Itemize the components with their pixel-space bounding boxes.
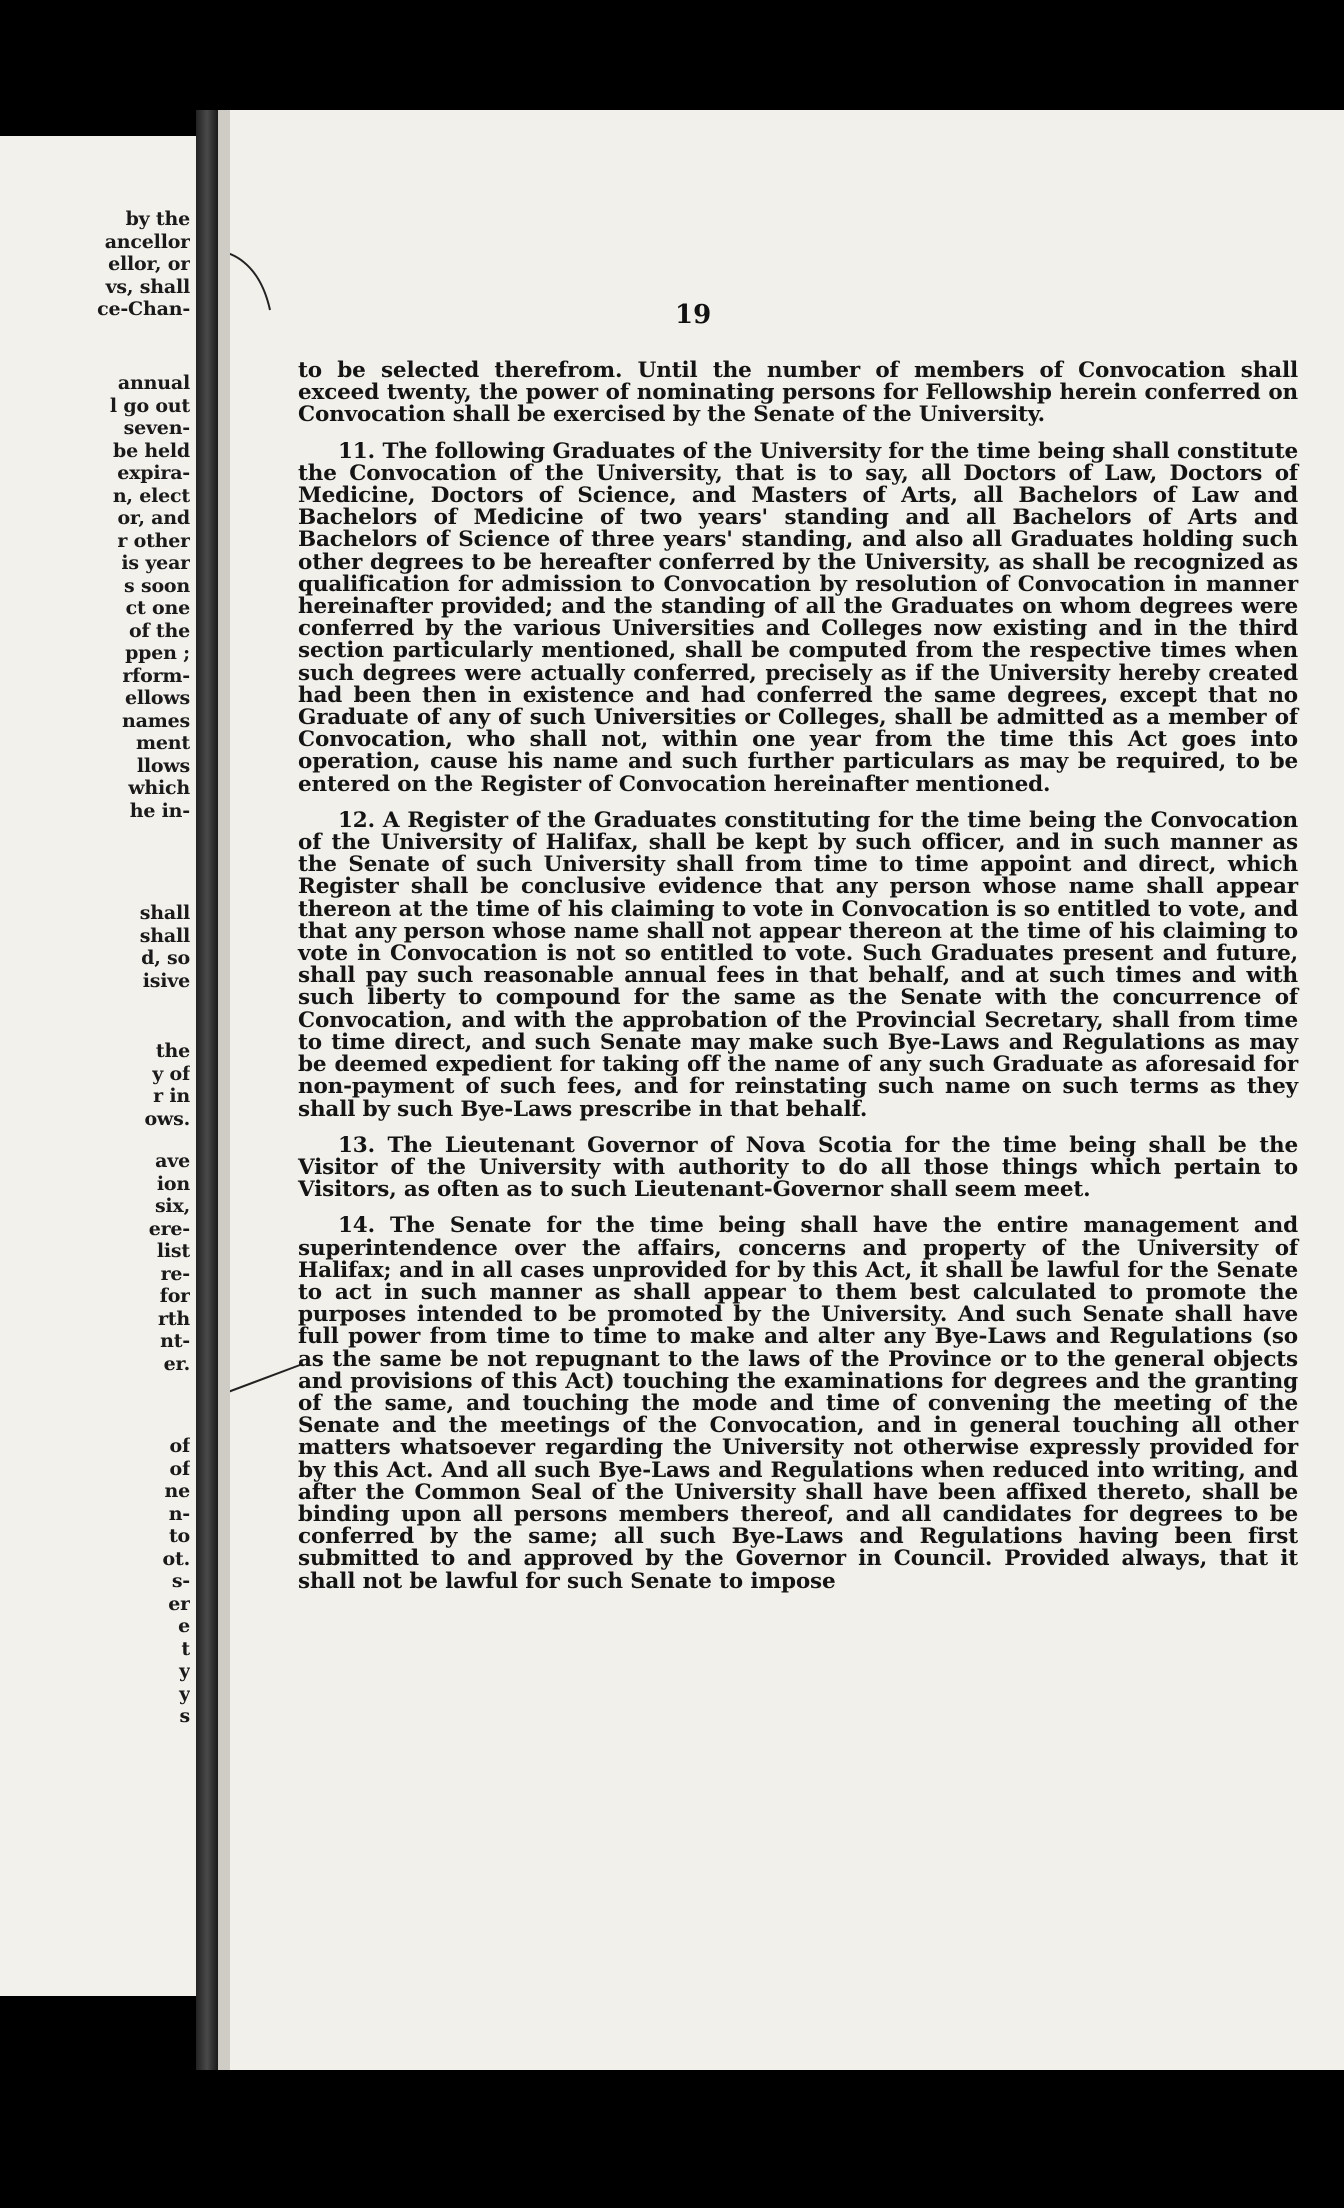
page-number: 19 (675, 300, 712, 330)
paragraph-text: A Register of the Graduates constituting for the time being the Convocation of the University of Halifax, shall be kept by such officer, and in such manner as the Senate of such University shall from time to time appoint and direct, which Register shall be conclusive evidence that any person whose name shall appear thereon at the time of his claiming to vote in Convocation is so entitled to vote, and that any person whose name shall not appear thereon at the time of his claiming to vote in Convocation is not so entitled to vote. Such Graduates present and future, shall pay such reasonable annual fees in that behalf, and at such times and with such liberty to compound for the same as the Senate with the concurrence of Convocation, and with the approbation of the Provincial Secretary, shall from time to time direct, and such Senate may make such Bye-Laws and Regulations as may be deemed expedient for taking off the name of any such Graduate as aforesaid for non-payment of such fees, and for reinstating such name on such terms as they shall by such Bye-Laws prescribe in that behalf. (298, 807, 1299, 1122)
left-page-line: d, so (141, 947, 190, 969)
left-page-line: of the (129, 619, 190, 642)
paragraph-continuation (298, 360, 1298, 427)
left-page-line: r other (117, 529, 190, 552)
left-page-line: expira- (117, 462, 190, 484)
section-13 (298, 1132, 1298, 1203)
left-page-line: llows (136, 754, 190, 777)
left-page-line: ows. (144, 1107, 190, 1130)
left-page-line: which (128, 777, 190, 799)
section-number: 14. (338, 1213, 375, 1239)
left-page (0, 136, 196, 1996)
left-page-line: er (168, 1592, 190, 1615)
left-page-line: he in- (129, 799, 190, 822)
left-page-line: ne (164, 1480, 190, 1502)
left-page-line: seven- (123, 417, 190, 439)
left-page-line: list (156, 1240, 190, 1262)
left-page-line: for (159, 1285, 190, 1307)
left-page-line: y of (152, 1062, 190, 1085)
left-page-line: re- (160, 1262, 190, 1285)
left-page-line: ct one (125, 597, 190, 619)
left-page-line: ment (136, 732, 190, 754)
left-page-line: six, (154, 1195, 190, 1217)
left-page-line: ave (155, 1150, 190, 1172)
section-number: 11. (338, 438, 375, 464)
left-page-line: is year (121, 552, 190, 574)
section-12 (298, 807, 1299, 1122)
left-page-line: ere- (148, 1217, 190, 1240)
paragraph-text: The Lieutenant Governor of Nova Scotia for the time being shall be the Visitor of the University with authority to do all those things which pertain to Visitors, as often as to such Lieutenant-Governor shall seem meet. (298, 1132, 1298, 1203)
left-page-line: or, and (117, 507, 190, 529)
left-page-line: names (121, 709, 190, 732)
section-number: 12. (338, 807, 375, 833)
section-11 (298, 438, 1299, 797)
left-page-line: isive (142, 969, 190, 992)
left-page-line: s- (171, 1570, 190, 1592)
left-page-line: er. (163, 1352, 190, 1375)
section-number: 13. (338, 1132, 375, 1158)
left-page-line: s (179, 1705, 190, 1727)
paragraph-text: The following Graduates of the University for the time being shall constitute the Convocation of the University, that is to say, all Doctors of Law, Doctors of Medicine, Doctors of Science, and Masters of Arts, all Bachelors of Law and Bachelors of Medicine of two years' standing and all Bachelors of Arts and Bachelors of Science of three years' standing, and also all Graduates holding such other degrees to be hereafter conferred by the University, as shall be recognized as qualification for admission to Convocation by resolution of Convocation in manner hereinafter provided; and the standing of all the Graduates on whom degrees were conferred by the various Universities and Colleges now existing and in the third section particularly mentioned, shall be computed from the respective times when such degrees were actually conferred, precisely as if the University hereby created had been then in existence and had conferred the same degrees, except that no Graduate of any of such Universities or Colleges, shall be admitted as a member of Convocation, who shall not, within one year from the time this Act goes into operation, cause his name and such further particulars as may be required, to be entered on the Register of Convocation hereinafter mentioned. (298, 438, 1299, 797)
left-page-line: rth (157, 1307, 190, 1330)
left-page-line: n, elect (112, 484, 190, 507)
left-page-line: be held (113, 439, 190, 462)
left-page-line: nt- (160, 1330, 190, 1352)
left-page-line: ancellor (104, 230, 190, 253)
left-page-line: e (178, 1615, 190, 1637)
paragraph-text: to be selected therefrom. Until the number of members of Convocation shall exceed twenty, the power of nominating persons for Fellowship herein conferred on Convocation shall be exercised by the Senate of the University. (298, 358, 1298, 428)
left-page-line: n- (168, 1502, 190, 1525)
left-page-line: y (179, 1682, 190, 1705)
left-page-line: ion (156, 1172, 190, 1195)
page-gutter (218, 110, 230, 2070)
left-page-line: of (169, 1435, 190, 1457)
right-page (230, 110, 1344, 2070)
left-page-line: t (181, 1637, 190, 1660)
left-page-line: ellor, or (108, 253, 190, 275)
left-page-line: the (155, 1040, 190, 1062)
left-page-line: ellows (124, 687, 190, 709)
left-page-line: annual (117, 372, 190, 394)
left-page-line: rform- (122, 664, 190, 687)
left-page-line: ppen ; (125, 642, 190, 664)
left-page-line: y (179, 1660, 190, 1682)
left-page-line: s soon (124, 574, 190, 597)
left-page-line: shall (139, 924, 190, 947)
left-page-line: by the (125, 208, 190, 230)
left-page-line: ce-Chan- (97, 298, 190, 320)
left-page-line: shall (139, 902, 190, 924)
pencil-arc-mark (230, 200, 300, 370)
binding-shadow (196, 110, 218, 2070)
left-page-line: vs, shall (105, 275, 190, 298)
paragraph-text: The Senate for the time being shall have the entire management and superintendence over the affairs, concerns and property of the University of Halifax; and in all cases unprovided for by this Act, it shall be lawful for the Senate to act in such manner as shall appear to them best calculated to promote the purposes intended to be promoted by the University. And such Senate shall have full power from time to time to make and alter any Bye-Laws and Regulations (so as the same be not repugnant to the laws of the Province or to the general objects and provisions of this Act) touching the examinations for degrees and the granting of the same, and touching the mode and time of convening the meeting of the Senate and the meetings of the Convocation, and in general touching all other matters whatsoever regarding the University not otherwise expressly provided for by this Act. And all such Bye-Laws and Regulations when reduced into writing, and after the Common Seal of the University shall have been affixed thereto, shall be binding upon all persons members thereof, and all candidates for degrees to be conferred by the same; all such Bye-Laws and Regulations having been first submitted to and approved by the Governor in Council. Provided always, that it shall not be lawful for such Senate to impose (298, 1213, 1298, 1594)
body-text (298, 360, 1298, 1607)
left-page-line: of (169, 1457, 190, 1480)
left-page-line: r in (153, 1085, 190, 1107)
left-page-line: ot. (162, 1547, 190, 1570)
section-14 (298, 1215, 1298, 1592)
left-page-line: l go out (109, 394, 190, 417)
left-page-line: to (168, 1525, 190, 1547)
